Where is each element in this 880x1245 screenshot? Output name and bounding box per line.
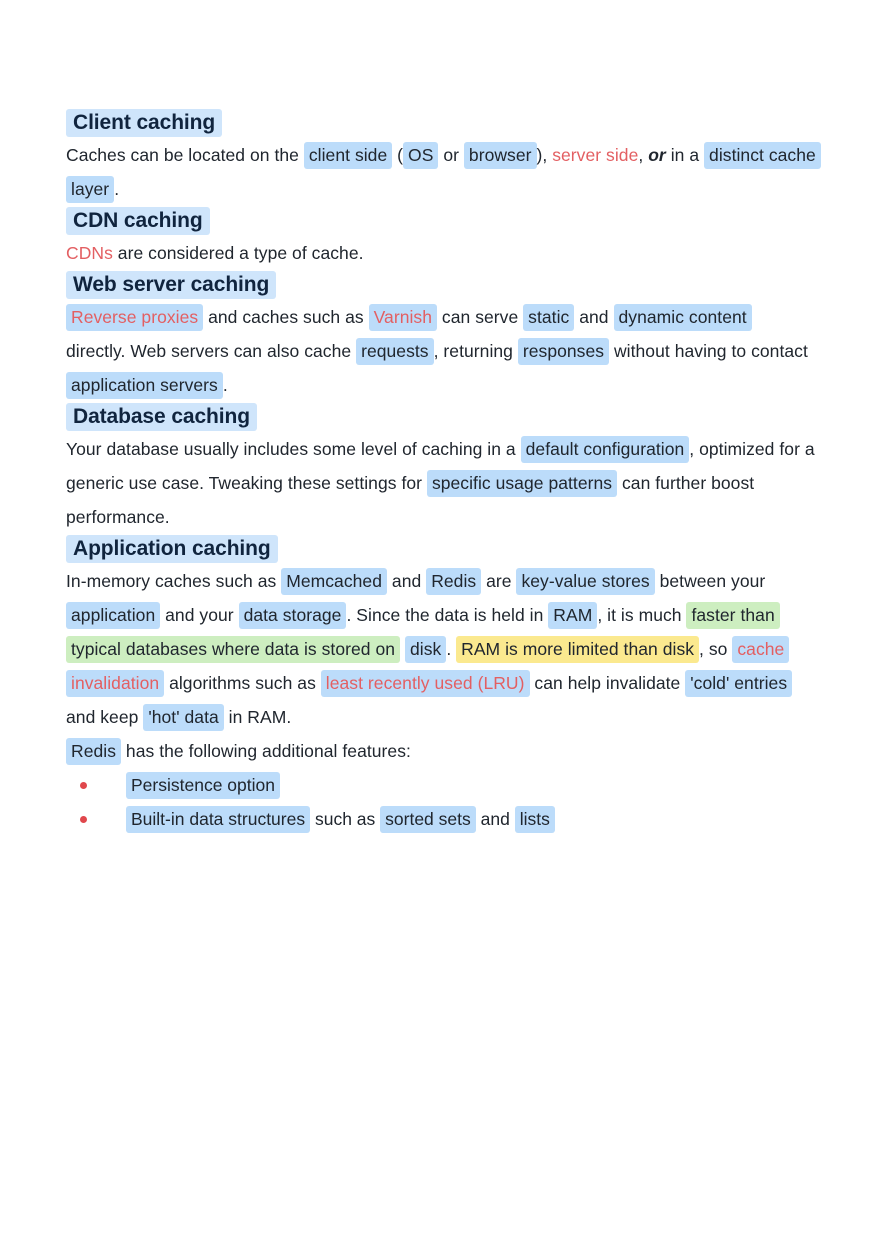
text-run: algorithms such as bbox=[164, 673, 321, 693]
text-run: . bbox=[114, 179, 120, 199]
text-run: , it is much bbox=[597, 605, 687, 625]
document-body bbox=[66, 108, 816, 836]
highlight-specific-usage-patterns: specific usage patterns bbox=[427, 470, 617, 497]
highlight-client-side: client side bbox=[304, 142, 392, 169]
highlight-key-value-stores: key-value stores bbox=[516, 568, 654, 595]
text-run: directly. Web servers can also cache bbox=[66, 341, 357, 361]
highlight-browser: browser bbox=[464, 142, 537, 169]
paragraph-client-caching bbox=[66, 138, 816, 206]
text-run: In-memory caches such as bbox=[66, 571, 282, 591]
highlight-built-in-data-structures: Built-in data structures bbox=[126, 806, 310, 833]
paragraph-cdn-caching bbox=[66, 236, 816, 270]
text-run: , optimized for a generic use case. Tweaking these settings for bbox=[66, 439, 815, 493]
text-run: can help invalidate bbox=[529, 673, 686, 693]
accent-cdns: CDNs bbox=[66, 243, 113, 263]
heading-highlight: Database caching bbox=[66, 403, 257, 431]
text-run: in RAM. bbox=[223, 707, 292, 727]
text-run: , so bbox=[699, 639, 733, 659]
text-run: in a bbox=[665, 145, 705, 165]
text-run: ), bbox=[536, 145, 553, 165]
highlight-cold-entries: 'cold' entries bbox=[685, 670, 792, 697]
text-run: are bbox=[481, 571, 517, 591]
highlight-dynamic-content: dynamic content bbox=[614, 304, 752, 331]
text-run: . bbox=[222, 375, 228, 395]
highlight-ram: RAM bbox=[548, 602, 597, 629]
highlight-persistence-option: Persistence option bbox=[126, 772, 280, 799]
paragraph-application-caching bbox=[66, 564, 816, 734]
heading-client-caching bbox=[66, 108, 816, 138]
highlight-disk: disk bbox=[405, 636, 446, 663]
heading-highlight: CDN caching bbox=[66, 207, 210, 235]
highlight-application: application bbox=[66, 602, 160, 629]
text-run: , returning bbox=[433, 341, 518, 361]
highlight-os: OS bbox=[403, 142, 438, 169]
text-run: , bbox=[638, 145, 649, 165]
highlight-green-faster-than-databases: faster than typical databases where data is stored on bbox=[66, 602, 780, 663]
text-run: has the following additional features: bbox=[121, 741, 411, 761]
paragraph-database-caching bbox=[66, 432, 816, 534]
text-run: are considered a type of cache. bbox=[112, 243, 364, 263]
text-run: can serve bbox=[437, 307, 524, 327]
text-run: such as bbox=[310, 809, 381, 829]
highlight-varnish: Varnish bbox=[369, 304, 437, 331]
highlight-hot-data: 'hot' data bbox=[143, 704, 223, 731]
text-run: and bbox=[387, 571, 427, 591]
highlight-data-storage: data storage bbox=[239, 602, 347, 629]
heading-highlight: Web server caching bbox=[66, 271, 276, 299]
heading-web-server-caching bbox=[66, 270, 816, 300]
highlight-reverse-proxies: Reverse proxies bbox=[66, 304, 203, 331]
heading-highlight: Client caching bbox=[66, 109, 222, 137]
highlight-redis-label: Redis bbox=[66, 738, 121, 765]
bullet-dot-icon bbox=[80, 782, 87, 789]
text-run: between your bbox=[654, 571, 766, 591]
redis-feature-list bbox=[66, 768, 816, 836]
highlight-lists: lists bbox=[515, 806, 555, 833]
heading-cdn-caching bbox=[66, 206, 816, 236]
heading-application-caching bbox=[66, 534, 816, 564]
paragraph-redis-intro bbox=[66, 734, 816, 768]
heading-highlight: Application caching bbox=[66, 535, 278, 563]
text-run: without having to contact bbox=[609, 341, 808, 361]
highlight-redis: Redis bbox=[426, 568, 481, 595]
heading-database-caching bbox=[66, 402, 816, 432]
highlight-responses: responses bbox=[518, 338, 609, 365]
text-run: Caches can be located on the bbox=[66, 145, 304, 165]
text-run: and bbox=[475, 809, 515, 829]
text-run: and bbox=[574, 307, 614, 327]
highlight-distinct-cache-layer: distinct cache layer bbox=[66, 142, 821, 203]
text-run: and your bbox=[160, 605, 239, 625]
bullet-dot-icon bbox=[80, 816, 87, 823]
emphasis-or: or bbox=[648, 145, 666, 165]
highlight-static: static bbox=[523, 304, 574, 331]
highlight-least-recently-used: least recently used (LRU) bbox=[321, 670, 530, 697]
text-run: . Since the data is held in bbox=[346, 605, 549, 625]
text-run: Your database usually includes some level of caching in a bbox=[66, 439, 521, 459]
highlight-default-configuration: default configuration bbox=[521, 436, 690, 463]
highlight-cache-invalidation: cache invalidation bbox=[66, 636, 789, 697]
accent-server-side: server side bbox=[552, 145, 639, 165]
text-run: and keep bbox=[66, 707, 144, 727]
text-run: can further boost performance. bbox=[66, 473, 755, 527]
text-run: or bbox=[438, 145, 464, 165]
list-item bbox=[80, 768, 816, 802]
highlight-application-servers: application servers bbox=[66, 372, 223, 399]
text-run: and caches such as bbox=[203, 307, 369, 327]
highlight-sorted-sets: sorted sets bbox=[380, 806, 476, 833]
text-run: . bbox=[446, 639, 457, 659]
list-item bbox=[80, 802, 816, 836]
paragraph-web-server-caching bbox=[66, 300, 816, 402]
highlight-requests: requests bbox=[356, 338, 434, 365]
text-run: ( bbox=[392, 145, 404, 165]
highlight-yellow-ram-more-limited: RAM is more limited than disk bbox=[456, 636, 699, 663]
highlight-memcached: Memcached bbox=[281, 568, 387, 595]
